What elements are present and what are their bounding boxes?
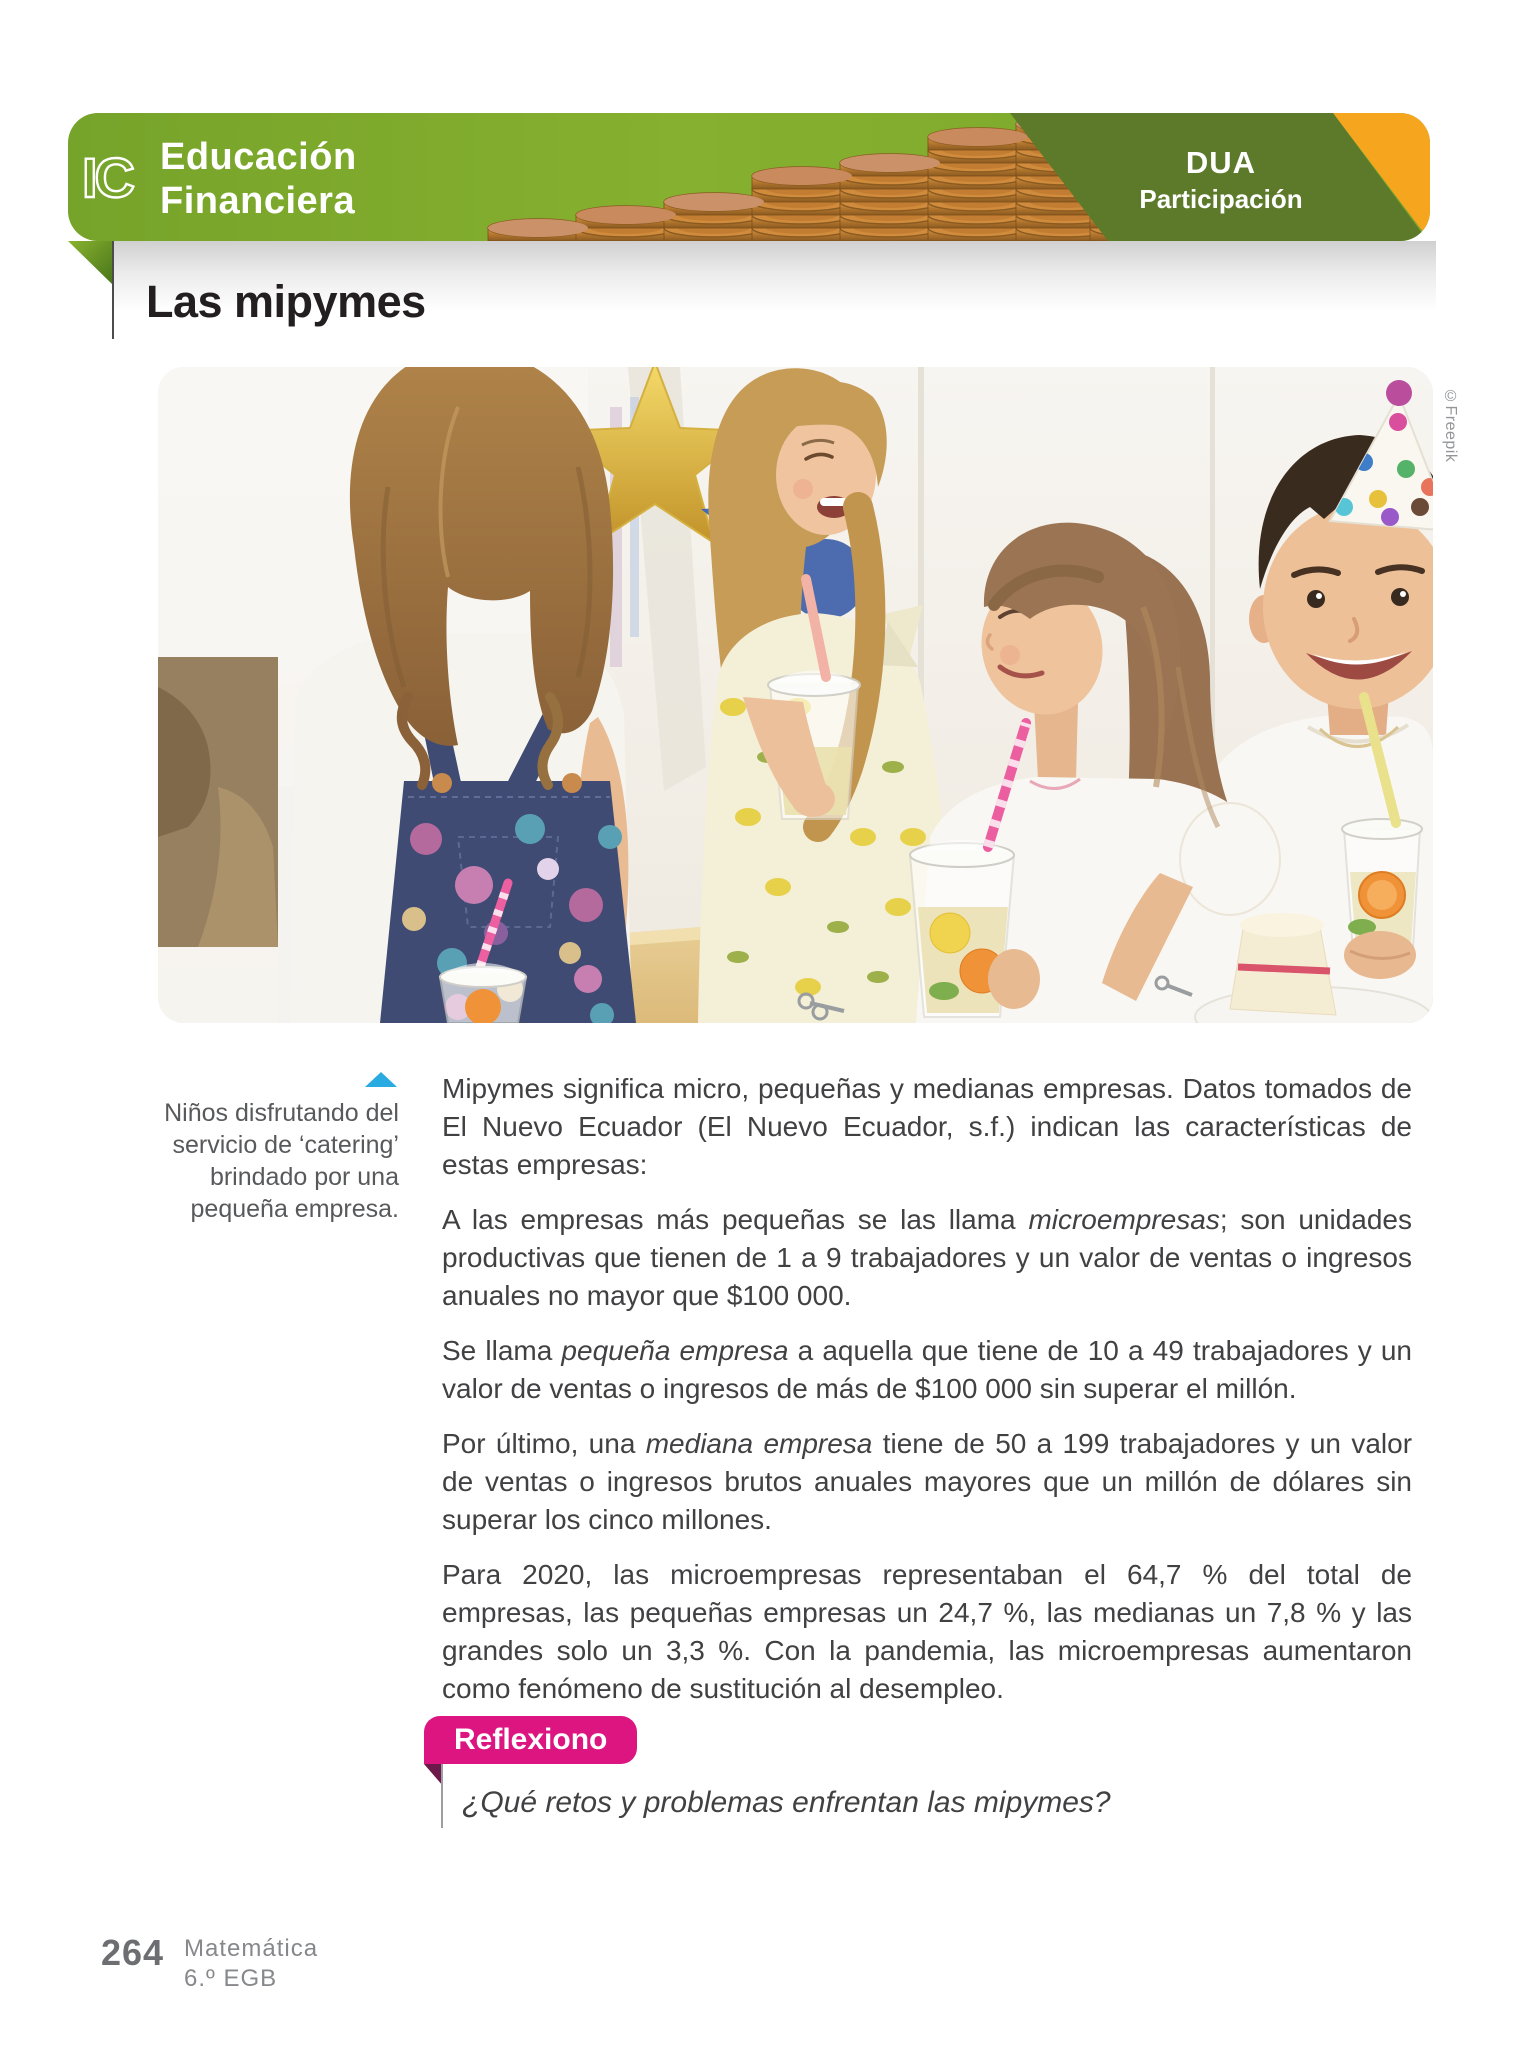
dua-subtitle: Participación	[1139, 184, 1303, 214]
page-number: 264	[101, 1932, 165, 1973]
paragraph: Por último, una mediana empresa tiene de 50 a 199 trabajadores y un valor de ventas o ingresos brutos anuales mayores que un millón de dólares sin superar los cinco millones.	[442, 1428, 1413, 1535]
program-line2: Financiera	[160, 180, 356, 222]
photo-caption: Niños disfrutando del servicio de ‘catering’ brindado por una pequeña empresa.	[164, 1099, 399, 1223]
paragraph: Mipymes significa micro, pequeñas y medianas empresas. Datos tomados de El Nuevo Ecuador (El Nuevo Ecuador, s.f.) indican las características de estas empresas:	[442, 1073, 1412, 1180]
photo-credit: ©Freepik	[1442, 388, 1459, 463]
program-title	[160, 135, 357, 223]
footer-label	[184, 1934, 318, 1994]
caption-arrow-icon	[365, 1072, 397, 1087]
paragraph: Se llama pequeña empresa a aquella que tiene de 10 a 49 trabajadores y un valor de ventas o ingresos de más de $100 000 sin superar el millón.	[442, 1335, 1413, 1404]
page-title: Las mipymes	[146, 276, 426, 327]
reflexiono-question: ¿Qué retos y problemas enfrentan las mipymes?	[462, 1786, 1111, 1819]
footer-grade: 6.º EGB	[184, 1965, 278, 1992]
party-photo	[158, 367, 1433, 1023]
banner-fold	[68, 241, 113, 285]
footer-subject: Matemática	[184, 1935, 319, 1962]
dua-title: DUA	[1185, 145, 1257, 180]
dua-badge	[1041, 145, 1401, 215]
article-text	[442, 1070, 1412, 1725]
brand-logo-text: IC	[82, 146, 132, 209]
reflexiono-bubble	[424, 1716, 637, 1764]
question-left-rule	[441, 1764, 443, 1828]
marble-texture	[158, 657, 278, 947]
paragraph: A las empresas más pequeñas se las llama microempresas; son unidades productivas que tienen de 1 a 9 trabajadores y un valor de ventas o ingresos anuales no mayor que $100 000.	[442, 1204, 1413, 1311]
program-line1: Educación	[160, 136, 357, 178]
reflexiono-label: Reflexiono	[454, 1723, 608, 1756]
brand-logo	[78, 143, 158, 213]
header-banner	[68, 113, 1430, 241]
paragraph: Para 2020, las microempresas representaban el 64,7 % del total de empresas, las pequeñas empresas un 24,7 %, las medianas un 7,8 % y las grandes solo un 3,3 %. Con la pandemia, las microempresas aumentaron como fenómeno de sustitución al desempleo.	[442, 1559, 1412, 1704]
title-left-rule	[112, 241, 114, 339]
